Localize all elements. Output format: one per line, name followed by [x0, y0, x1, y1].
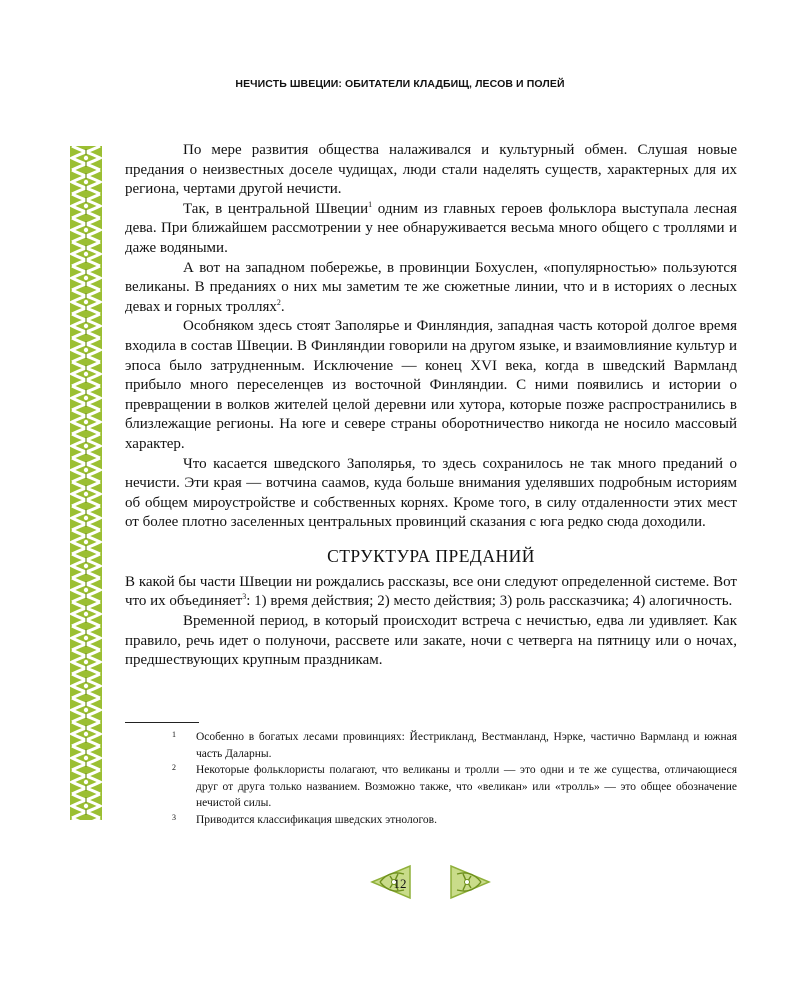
paragraph-6-start: В какой бы части Швеции ни рождались рассказы, все они следуют определенной системе. Вот что их объединяет [125, 573, 737, 610]
footnote-2 [172, 762, 737, 812]
paragraph-2-end: одним из главных героев фольклора выступала лесная дева. При ближайшем рассмотрении у нее обнаруживается весьма много общего с троллями и даже водяными. [125, 200, 737, 256]
paragraph-2 [125, 200, 737, 259]
paragraph-3-end: . [280, 298, 285, 315]
footnote-number: 1 [172, 730, 176, 739]
main-text [125, 141, 737, 671]
footnote-number: 2 [172, 763, 176, 773]
paragraph-5: Что касается шведского Заполярья, то здесь сохранилось не так много преданий о нечисти. Эти края — вотчина саамов, куда больше внимания уделявших подробным историям об общем мироустройстве и собственных корнях. Кроме того, в силу отдаленности этих мест от более плотно заселенных центральных провинций сказания с юга редко сюда доходили. [125, 455, 737, 531]
footnote-ref-1[interactable]: 1 [368, 199, 373, 209]
section-title: СТРУКТУРА ПРЕДАНИЙ [327, 545, 535, 566]
footnote-text: Приводится классификация шведских этнологов. [196, 813, 437, 826]
paragraph-3 [125, 259, 737, 318]
page-number: 12 [393, 876, 407, 891]
footnotes [172, 729, 737, 829]
paragraph-6 [125, 573, 737, 612]
footnote-3 [172, 812, 737, 829]
paragraph-3-start: А вот на западном побережье, в провинции Бохуслен, «популярностью» пользуются великаны. В преданиях о них мы заметим те же сюжетные линии, что и в историях о лесных девах и горных троллях [125, 259, 737, 315]
footnote-divider [125, 722, 199, 723]
running-title: НЕЧИСТЬ ШВЕЦИИ: ОБИТАТЕЛИ КЛАДБИЩ, ЛЕСОВ И ПОЛЕЙ [235, 78, 565, 90]
footnote-ref-3[interactable]: 3 [242, 592, 247, 602]
paragraph-2-start: Так, в центральной Швеции [183, 200, 369, 217]
paragraph-6-end: : 1) время действия; 2) место действия; 3) роль рассказчика; 4) алогичность. [246, 593, 733, 610]
paragraph-4: Особняком здесь стоят Заполярье и Финляндия, западная часть которой долгое время входила в состав Швеции. В Финляндии говорили на другом языке, и взаимовлияние культур и эпоса было затрудненным. Исключение — конец XVI века, когда в шведский Вармланд прибыло много переселенцев из восточной Финляндии. С ними появились и истории о превращении в волков жителей целой деревни или хутора, которые позже распространились в близлежащие регионы. На юге и севере страны оборотничество никогда не носило массовый характер. [125, 318, 737, 452]
celtic-knot-border-icon [70, 146, 102, 820]
footnote-text: Особенно в богатых лесами провинциях: Йестрикланд, Вестманланд, Нэрке, частично Вармланд и южная часть Даларны. [196, 731, 737, 760]
footnote-1 [172, 729, 737, 762]
paragraph-7: Временной период, в который происходит встреча с нечистью, едва ли удивляет. Как правило, речь идет о полуночи, рассвете или закате, ночи с четверга на пятницу или о ночах, предшествующих крупным праздникам. [125, 613, 737, 669]
footnote-text: Некоторые фольклористы полагают, что великаны и тролли — это одни и те же существа, отличающиеся друг от друга только названием. Возможно также, что «великан» или «тролль» — это общее обозначение нечистой силы. [196, 764, 737, 810]
paragraph-1: По мере развития общества налаживался и культурный обмен. Слушая новые предания о неизвестных доселе чудищах, люди стали наделять существ, характерных для их региона, чертами другой нечисти. [125, 142, 737, 198]
footnote-number: 3 [172, 812, 176, 822]
footnote-ref-2[interactable]: 2 [276, 297, 281, 307]
knot-ornament-right-icon [449, 864, 491, 900]
